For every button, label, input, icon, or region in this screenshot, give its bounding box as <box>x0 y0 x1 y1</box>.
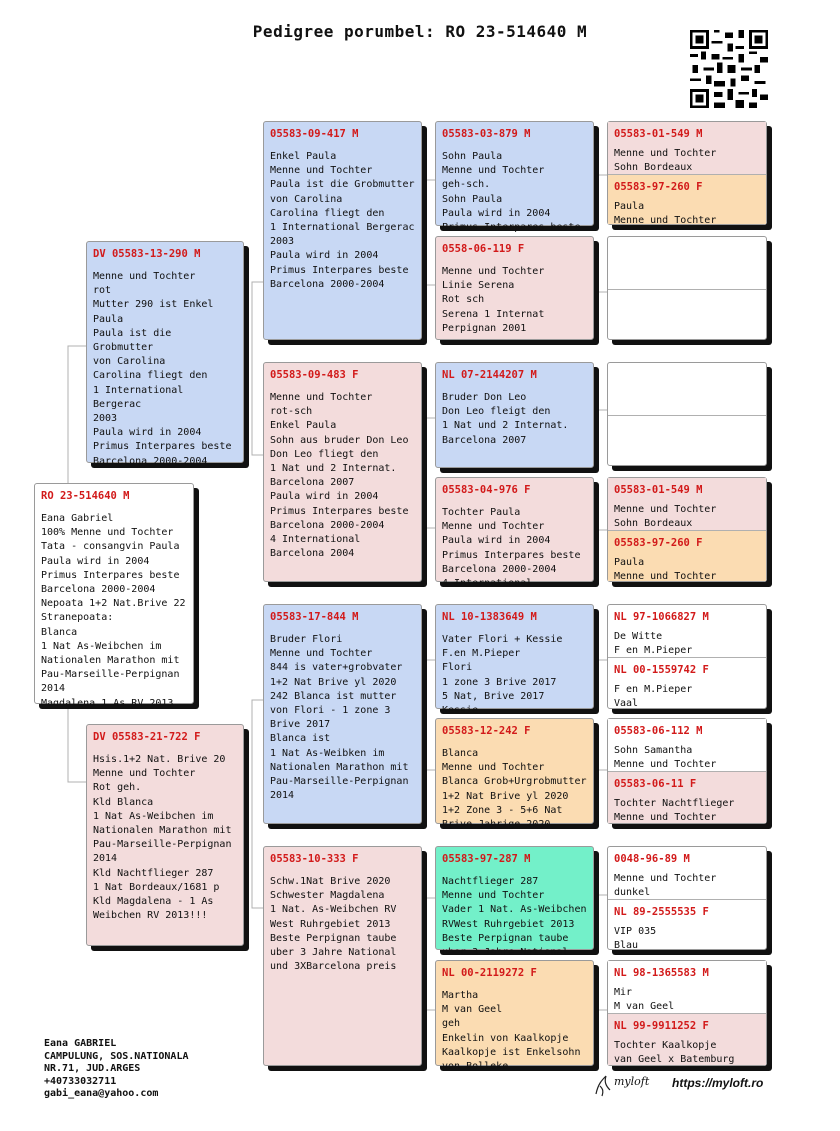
card-notes: Blanca Menne und Tochter Blanca Grob+Urgrobmutter 1+2 Nat Brive yl 2020 1+2 Zone 3 - 5+6 Nat Brive Jahrige 2020 <box>442 748 587 831</box>
card-notes: Menne und Tochter dunkel <box>614 873 717 899</box>
pedigree-card-gen4-6[interactable] <box>435 718 594 831</box>
card-notes: Bruder Flori Menne und Tochter 844 is vater+grobvater 1+2 Nat Brive yl 2020 242 Blanca ist mutter von Flori - 1 zone 3 Brive 2017 Blanca ist 1 Nat As-Weibken im Nationalen Marathon mit Pau-Marseille-Perpignan 2014 <box>270 634 409 802</box>
card-notes: Nachtflieger 287 Menne und Tochter Vader 1 Nat. As-Weibchen RVWest Ruhrgebiet 2013 Beste Perpignan taube uber 3 Jahre National <box>442 876 587 959</box>
ring-number: 05583-01-549 M <box>614 484 703 496</box>
pedigree-card-gen5-7[interactable] <box>607 846 767 950</box>
brand-name: myloft <box>614 1075 650 1088</box>
card-notes: Hsis.1+2 Nat. Brive 20 Menne und Tochter Rot geh. Kld Blanca 1 Nat As-Weibchen im Nationalen Marathon mit Pau-Marseille-Perpignan 2014 Kld Nachtflieger 287 1 Nat Bordeaux/1681 p Kld Magdalena - 1 As Weibchen RV 2013!!! <box>93 754 232 922</box>
card-notes: Martha M van Geel geh Enkelin von Kaalkopje Kaalkopje ist Enkelsohn von Bolleke <box>442 990 581 1073</box>
pedigree-card-sire-dam[interactable] <box>263 362 422 582</box>
ring-number: 05583-04-976 F <box>442 484 531 496</box>
card-notes: Tochter Paula Menne und Tochter Paula wird in 2004 Primus Interpares beste Barcelona 2000-2004 4 International <box>442 507 581 590</box>
pedigree-card-gen5-4[interactable] <box>607 477 767 582</box>
card-notes: Menne und Tochter rot-sch Enkel Paula Sohn aus bruder Don Leo Don Leo fliegt den 1 Nat und 2 Internat. Barcelona 2007 Paula wird in 2004 Primus Interpares beste Barcelona 2000-2004 4 International Barcelona 2004 <box>270 392 409 560</box>
ring-number: NL 97-1066827 M <box>614 611 709 623</box>
pedigree-card-dam-sire[interactable] <box>263 604 422 824</box>
pedigree-card-gen4-7[interactable] <box>435 846 594 959</box>
pedigree-card-dam[interactable] <box>86 724 244 946</box>
ring-number: 05583-17-844 M <box>270 611 359 623</box>
pedigree-card-gen5-3[interactable] <box>607 362 767 466</box>
card-notes: Paula Menne und Tochter <box>614 557 717 583</box>
ring-number: 05583-97-260 F <box>614 181 703 193</box>
card-notes: Tochter Nachtflieger Menne und Tochter <box>614 798 735 824</box>
card-notes: Paula Menne und Tochter <box>614 201 717 227</box>
pedigree-card-gen5-6[interactable] <box>607 718 767 824</box>
card-notes: Menne und Tochter Linie Serena Rot sch Serena 1 Internat Perpignan 2001 <box>442 266 545 334</box>
card-notes: F en M.Pieper Vaal <box>614 684 693 710</box>
ring-number: NL 10-1383649 M <box>442 611 537 623</box>
ring-number: 05583-06-112 M <box>614 725 703 737</box>
ring-number: NL 98-1365583 M <box>614 967 709 979</box>
pedigree-card-gen4-5[interactable] <box>435 604 594 717</box>
card-notes: De Witte F en M.Pieper <box>614 631 693 657</box>
card-notes: Tochter Kaalkopje van Geel x Batemburg <box>614 1040 735 1066</box>
pedigree-card-gen4-4[interactable] <box>435 477 594 590</box>
ring-number: 05583-97-260 F <box>614 537 703 549</box>
ring-number: 05583-12-242 F <box>442 725 531 737</box>
card-notes: Sohn Paula Menne und Tochter geh-sch. Sohn Paula Paula wird in 2004 Primus Interpares beste <box>442 151 581 234</box>
pedigree-card-dam-dam[interactable] <box>263 846 422 1066</box>
card-notes: Menne und Tochter Sohn Bordeaux <box>614 504 717 530</box>
pedigree-card-gen5-1[interactable] <box>607 121 767 225</box>
ring-number: 05583-06-11 F <box>614 778 697 790</box>
card-notes: Schw.1Nat Brive 2020 Schwester Magdalena 1 Nat. As-Weibchen RV West Ruhrgebiet 2013 Beste Perpignan taube uber 3 Jahre National und 3XBarcelona preis <box>270 876 397 973</box>
ring-number: 05583-97-287 M <box>442 853 531 865</box>
pedigree-card-sire[interactable] <box>86 241 244 467</box>
card-notes: Mir M van Geel <box>614 987 675 1013</box>
ring-number: DV 05583-13-290 M <box>93 248 201 260</box>
pedigree-card-gen5-8[interactable] <box>607 960 767 1066</box>
pedigree-card-sire-sire[interactable] <box>263 121 422 340</box>
ring-number: 05583-01-549 M <box>614 128 703 140</box>
pedigree-card-gen4-1[interactable] <box>435 121 594 234</box>
pedigree-card-gen4-8[interactable] <box>435 960 594 1073</box>
owner-contact: Eana GABRIEL CAMPULUNG, SOS.NATIONALA NR.71, JUD.ARGES +40733032711 gabi_eana@yahoo.com <box>44 1038 189 1099</box>
pedigree-card-subject[interactable] <box>34 483 194 709</box>
card-notes: Menne und Tochter Sohn Bordeaux <box>614 148 717 174</box>
ring-number: RO 23-514640 M <box>41 490 130 502</box>
card-notes: Eana Gabriel 100% Menne und Tochter Tata - consangvin Paula Paula wird in 2004 Primus Interpares beste Barcelona 2000-2004 Nepoata 1+2 Nat.Brive 22 Stranepoata: Blanca 1 Nat As-Weibchen im Nationalen Marathon mit Pau-Marseille-Perpignan 2014 Magdalena 1 As RV 2013 <box>41 513 186 709</box>
ring-number: 05583-09-483 F <box>270 369 359 381</box>
ring-number: NL 00-1559742 F <box>614 664 709 676</box>
card-notes: VIP 035 Blau <box>614 926 657 952</box>
pedigree-card-gen4-2[interactable] <box>435 236 594 340</box>
page-title: Pedigree porumbel: RO 23-514640 M <box>252 22 588 41</box>
card-notes: Enkel Paula Menne und Tochter Paula ist die Grobmutter von Carolina Carolina fliegt den 1 International Bergerac 2003 Paula wird in 2004 Primus Interpares beste Barcelona 2000-2004 <box>270 151 415 290</box>
pedigree-card-gen5-2[interactable] <box>607 236 767 340</box>
ring-number: DV 05583-21-722 F <box>93 731 201 743</box>
ring-number: NL 00-2119272 F <box>442 967 537 979</box>
card-notes: Bruder Don Leo Don Leo fleigt den 1 Nat und 2 Internat. Barcelona 2007 <box>442 392 569 446</box>
ring-number: 05583-03-879 M <box>442 128 531 140</box>
website-link[interactable]: https://myloft.ro <box>672 1076 764 1090</box>
ring-number: NL 07-2144207 M <box>442 369 537 381</box>
ring-number: 05583-09-417 M <box>270 128 359 140</box>
card-notes: Vater Flori + Kessie F.en M.Pieper Flori 1 zone 3 Brive 2017 5 Nat, Brive 2017 Kessie <box>442 634 563 717</box>
ring-number: 0558-06-119 F <box>442 243 525 255</box>
card-notes: Sohn Samantha Menne und Tochter <box>614 745 717 771</box>
ring-number: 05583-10-333 F <box>270 853 359 865</box>
card-notes: Menne und Tochter rot Mutter 290 ist Enkel Paula Paula ist die Grobmutter von Carolina Carolina fliegt den 1 International Bergerac 2003 Paula wird in 2004 Primus Interpares beste Barcelona 2000-2004 <box>93 271 232 467</box>
ring-number: NL 89-2555535 F <box>614 906 709 918</box>
ring-number: NL 99-9911252 F <box>614 1020 709 1032</box>
pedigree-card-gen5-5[interactable] <box>607 604 767 709</box>
ring-number: 0048-96-89 M <box>614 853 690 865</box>
pedigree-card-gen4-3[interactable] <box>435 362 594 468</box>
